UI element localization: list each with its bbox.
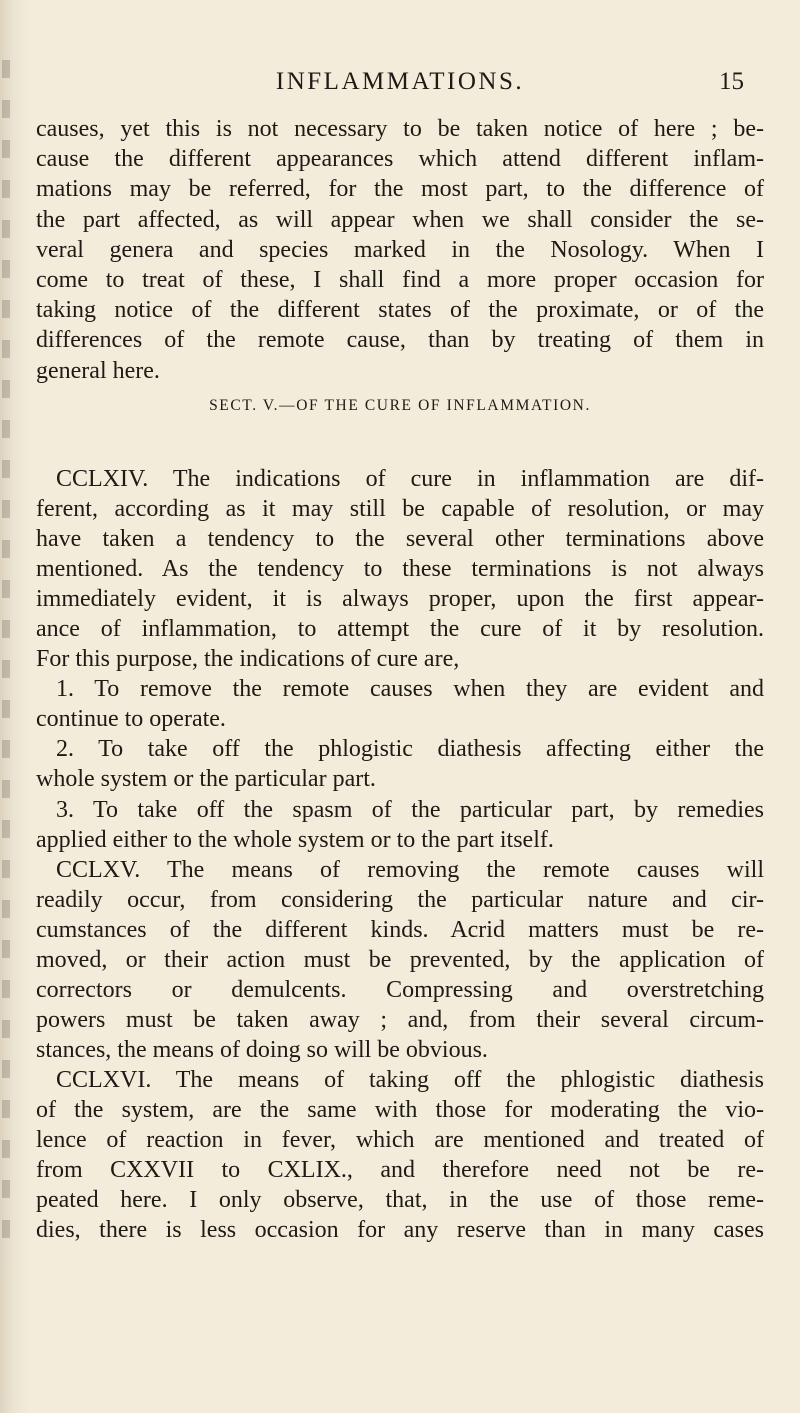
running-head <box>0 68 800 104</box>
text-line: whole system or the particular part. <box>36 766 376 793</box>
text-line: taking notice of the different states of the proximate, or of the <box>36 297 764 324</box>
text-line: cumstances of the different kinds. Acrid matters must be re- <box>36 916 764 943</box>
text-line: ance of inflammation, to attempt the cure of it by resolution. <box>36 616 764 643</box>
text-line: 3. To take off the spasm of the particular part, by remedies <box>56 796 764 823</box>
text-line: dies, there is less occasion for any reserve than in many cases <box>36 1217 764 1244</box>
continued-paragraph <box>36 114 764 386</box>
text-line: have taken a tendency to the several other terminations above <box>36 526 764 553</box>
text-line: general here. <box>36 357 160 384</box>
text-line: continue to operate. <box>36 706 226 733</box>
text-line: 1. To remove the remote causes when they are evident and <box>56 676 764 703</box>
text-line: ferent, according as it may still be capable of resolution, or may <box>36 496 764 523</box>
section-body <box>36 464 764 1245</box>
text-line: causes, yet this is not necessary to be taken notice of here ; be- <box>36 116 764 142</box>
text-line: CCLXV. The means of removing the remote causes will <box>56 856 764 883</box>
text-line: peated here. I only observe, that, in the use of those reme- <box>36 1187 764 1214</box>
text-line: stances, the means of doing so will be obvious. <box>36 1036 488 1063</box>
text-line: differences of the remote cause, than by treating of them in <box>36 327 764 354</box>
text-line: the part affected, as will appear when we shall consider the se- <box>36 206 764 233</box>
text-line: For this purpose, the indications of cure are, <box>36 646 460 673</box>
text-line: of the system, are the same with those for moderating the vio- <box>36 1096 764 1123</box>
text-line: cause the different appearances which attend different inflam- <box>36 146 764 173</box>
text-line: CCLXVI. The means of taking off the phlogistic diathesis <box>56 1066 764 1093</box>
page-number: 15 <box>719 68 744 95</box>
text-line: applied either to the whole system or to the part itself. <box>36 826 554 853</box>
text-line: moved, or their action must be prevented, by the application of <box>36 946 764 973</box>
text-line: 2. To take off the phlogistic diathesis affecting either the <box>56 736 764 763</box>
text-line: correctors or demulcents. Compressing and overstretching <box>36 976 764 1003</box>
text-line: powers must be taken away ; and, from their several circum- <box>36 1006 764 1033</box>
binding-gutter-shadow <box>2 60 10 1240</box>
text-line: readily occur, from considering the particular nature and cir- <box>36 886 764 913</box>
text-line: immediately evident, it is always proper, upon the first appear- <box>36 586 764 613</box>
text-line: lence of reaction in fever, which are mentioned and treated of <box>36 1127 764 1154</box>
text-line: mentioned. As the tendency to these terminations is not always <box>36 556 764 583</box>
text-line: mations may be referred, for the most part, to the difference of <box>36 176 764 203</box>
text-line: CCLXIV. The indications of cure in inflammation are dif- <box>56 466 764 492</box>
text-line: come to treat of these, I shall find a more proper occasion for <box>36 267 764 294</box>
section-heading: SECT. V.—OF THE CURE OF INFLAMMATION. <box>209 397 591 414</box>
text-line: from CXXVII to CXLIX., and therefore need not be re- <box>36 1157 764 1184</box>
text-line: veral genera and species marked in the Nosology. When I <box>36 236 764 263</box>
running-title: INFLAMMATIONS. <box>275 68 525 95</box>
